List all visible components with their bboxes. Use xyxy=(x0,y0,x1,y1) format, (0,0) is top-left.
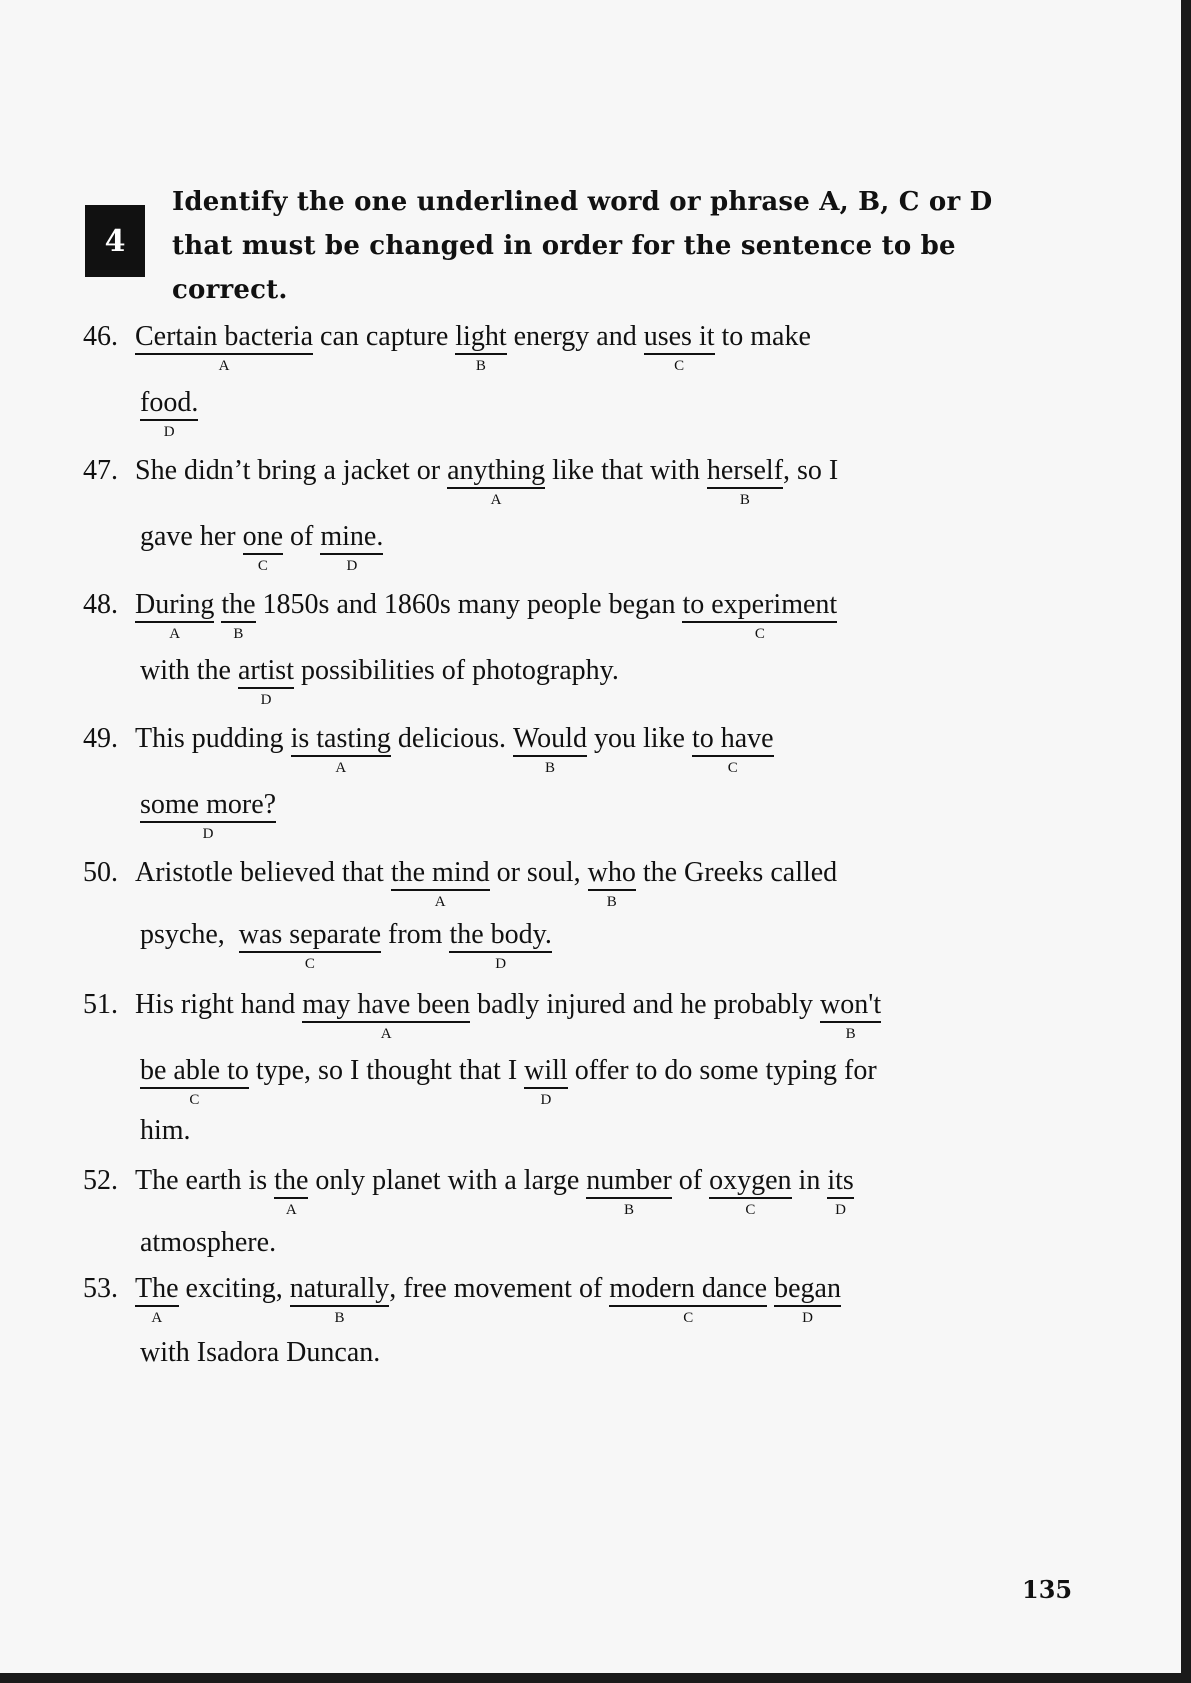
option-text: mine. xyxy=(320,521,384,552)
option-text: who xyxy=(587,857,636,888)
option-text: herself xyxy=(706,455,784,486)
underlined-option[interactable] xyxy=(449,919,552,972)
option-text: some more? xyxy=(140,789,277,820)
question-line xyxy=(83,454,839,508)
underlined-option[interactable] xyxy=(586,1165,672,1218)
sentence-text: with Isadora Duncan. xyxy=(140,1337,381,1368)
sentence-text: badly injured and he probably xyxy=(470,989,821,1020)
option-letter: A xyxy=(434,894,446,910)
option-text: the xyxy=(274,1165,309,1196)
sentence-text: The earth is xyxy=(135,1165,275,1196)
option-text: one xyxy=(242,521,284,552)
option-text: artist xyxy=(238,655,294,686)
underlined-option[interactable] xyxy=(242,521,284,574)
question-line-continued xyxy=(140,918,552,972)
question-line-continued xyxy=(140,1114,191,1148)
underlined-option[interactable] xyxy=(289,1273,390,1326)
sentence-text: from xyxy=(381,919,450,950)
option-text: light xyxy=(455,321,507,352)
question-number: 47. xyxy=(83,455,118,486)
option-letter: B xyxy=(606,894,617,910)
option-letter: C xyxy=(683,1310,694,1326)
underlined-option[interactable] xyxy=(820,989,882,1042)
option-text: uses it xyxy=(643,321,715,352)
sentence-text: of xyxy=(671,1165,710,1196)
option-letter: A xyxy=(380,1026,392,1042)
question-line-continued xyxy=(140,386,199,440)
option-letter: D xyxy=(163,424,175,440)
option-text: The xyxy=(135,1273,179,1304)
sentence-text: type, so I thought that I xyxy=(248,1055,525,1086)
option-text: food. xyxy=(140,387,199,418)
sentence-text: , free movement of xyxy=(389,1273,610,1304)
option-text: will xyxy=(524,1055,568,1086)
option-text: began xyxy=(774,1273,841,1304)
question-line xyxy=(83,1272,841,1326)
sentence-text: 1850s and 1860s many people began xyxy=(255,589,683,620)
option-letter: C xyxy=(674,358,685,374)
underlined-option[interactable] xyxy=(455,321,507,374)
option-text: won't xyxy=(820,989,882,1020)
section-number: 4 xyxy=(104,223,126,259)
option-letter: C xyxy=(189,1092,200,1108)
option-letter: D xyxy=(802,1310,813,1326)
sentence-text: exciting, xyxy=(178,1273,290,1304)
option-text: be able to xyxy=(140,1055,249,1086)
question-line-continued xyxy=(140,1054,877,1108)
underlined-option[interactable] xyxy=(302,989,471,1042)
sentence-text: possibilities of photography. xyxy=(294,655,619,686)
option-text: During xyxy=(135,589,215,620)
question-line xyxy=(83,722,774,776)
sentence-text: She didn’t bring a jacket or xyxy=(135,455,448,486)
option-letter: A xyxy=(285,1202,297,1218)
option-text: number xyxy=(586,1165,672,1196)
option-letter: B xyxy=(334,1310,345,1326)
question-number: 50. xyxy=(83,857,118,888)
sentence-text: only planet with a large xyxy=(308,1165,587,1196)
option-text: the mind xyxy=(390,857,490,888)
underlined-option[interactable] xyxy=(513,723,587,776)
option-letter: D xyxy=(835,1202,846,1218)
option-text: its xyxy=(827,1165,854,1196)
sentence-text: psyche, xyxy=(140,919,239,950)
underlined-option[interactable] xyxy=(706,455,784,508)
option-letter: B xyxy=(544,760,555,776)
instruction-text: Identify the one underlined word or phrase A, B, C or D that must be changed in order for the sentence to be correct. xyxy=(172,187,993,305)
sentence-text: the Greeks called xyxy=(635,857,838,888)
question-number: 46. xyxy=(83,321,118,352)
underlined-option[interactable] xyxy=(320,521,384,574)
option-text: was separate xyxy=(238,919,382,950)
option-letter: C xyxy=(257,558,268,574)
question-number: 51. xyxy=(83,989,118,1020)
question-line-continued xyxy=(140,654,619,708)
option-letter: B xyxy=(475,358,486,374)
sentence-text: delicious. xyxy=(390,723,513,754)
sentence-text: His right hand xyxy=(135,989,303,1020)
underlined-option[interactable] xyxy=(135,589,215,642)
question-line-continued xyxy=(140,520,384,574)
page-number: 135 xyxy=(1022,1575,1073,1604)
option-text: the xyxy=(221,589,256,620)
option-text: Certain bacteria xyxy=(135,321,314,352)
question-line xyxy=(83,856,838,910)
underlined-option[interactable] xyxy=(587,857,636,910)
option-letter: C xyxy=(304,956,315,972)
sentence-text: like that with xyxy=(545,455,707,486)
underlined-option[interactable] xyxy=(238,919,382,972)
option-text: may have been xyxy=(302,989,471,1020)
option-text: naturally xyxy=(289,1273,390,1304)
question-number: 48. xyxy=(83,589,118,620)
underlined-option[interactable] xyxy=(274,1165,309,1218)
underlined-option[interactable] xyxy=(221,589,256,642)
sentence-text: This pudding xyxy=(135,723,291,754)
question-line-continued xyxy=(140,1336,380,1370)
option-text: is tasting xyxy=(290,723,391,754)
sentence-text: or soul, xyxy=(489,857,588,888)
sentence-text: gave her xyxy=(140,521,243,552)
option-text: to have xyxy=(691,723,774,754)
question-number: 52. xyxy=(83,1165,118,1196)
question-number: 53. xyxy=(83,1273,118,1304)
option-letter: A xyxy=(169,626,181,642)
sentence-text: of xyxy=(283,521,321,552)
option-text: to experiment xyxy=(682,589,838,620)
sentence-text: you like xyxy=(586,723,692,754)
underlined-option[interactable] xyxy=(682,589,838,642)
option-text: modern dance xyxy=(609,1273,768,1304)
underlined-option[interactable] xyxy=(827,1165,854,1218)
option-letter: C xyxy=(727,760,738,776)
question-line xyxy=(83,1164,854,1218)
option-letter: A xyxy=(490,492,502,508)
option-letter: C xyxy=(745,1202,756,1218)
option-text: Would xyxy=(513,723,587,754)
option-letter: B xyxy=(739,492,750,508)
sentence-text: with the xyxy=(140,655,238,686)
sentence-text xyxy=(767,1273,774,1304)
sentence-text: offer to do some typing for xyxy=(567,1055,877,1086)
option-letter: A xyxy=(335,760,347,776)
option-letter: D xyxy=(540,1092,552,1108)
option-text: oxygen xyxy=(709,1165,792,1196)
option-letter: D xyxy=(346,558,358,574)
option-letter: B xyxy=(845,1026,856,1042)
question-number: 49. xyxy=(83,723,118,754)
sentence-text xyxy=(214,589,221,620)
underlined-option[interactable] xyxy=(609,1273,768,1326)
sentence-text: to make xyxy=(714,321,811,352)
sentence-text: atmosphere. xyxy=(140,1227,277,1258)
sentence-text: him. xyxy=(140,1115,191,1146)
sentence-text: in xyxy=(791,1165,828,1196)
underlined-option[interactable] xyxy=(290,723,391,776)
underlined-option[interactable] xyxy=(238,655,294,708)
underlined-option[interactable] xyxy=(135,321,314,374)
sentence-text: , so I xyxy=(783,455,839,486)
option-text: anything xyxy=(447,455,546,486)
option-letter: D xyxy=(495,956,507,972)
question-line-continued xyxy=(140,788,277,842)
sentence-text: energy and xyxy=(506,321,644,352)
underlined-option[interactable] xyxy=(709,1165,792,1218)
question-line xyxy=(83,588,838,642)
underlined-option[interactable] xyxy=(390,857,490,910)
option-letter: C xyxy=(754,626,765,642)
option-letter: A xyxy=(151,1310,163,1326)
underlined-option[interactable] xyxy=(691,723,774,776)
option-letter: A xyxy=(218,358,230,374)
underlined-option[interactable] xyxy=(524,1055,568,1108)
scan-border-bottom xyxy=(0,1673,1191,1683)
sentence-text: can capture xyxy=(313,321,456,352)
section-number-badge xyxy=(85,205,145,277)
underlined-option[interactable] xyxy=(140,1055,249,1108)
underlined-option[interactable] xyxy=(774,1273,841,1326)
option-letter: B xyxy=(233,626,244,642)
underlined-option[interactable] xyxy=(643,321,715,374)
option-text: the body. xyxy=(449,919,552,950)
question-line xyxy=(83,988,882,1042)
underlined-option[interactable] xyxy=(140,789,277,842)
option-letter: B xyxy=(624,1202,635,1218)
scan-border-right xyxy=(1181,0,1191,1683)
option-letter: D xyxy=(202,826,214,842)
underlined-option[interactable] xyxy=(140,387,199,440)
sentence-text: Aristotle believed that xyxy=(135,857,391,888)
question-line-continued xyxy=(140,1226,276,1260)
question-line xyxy=(83,320,811,374)
option-letter: D xyxy=(260,692,272,708)
underlined-option[interactable] xyxy=(447,455,546,508)
underlined-option[interactable] xyxy=(135,1273,179,1326)
